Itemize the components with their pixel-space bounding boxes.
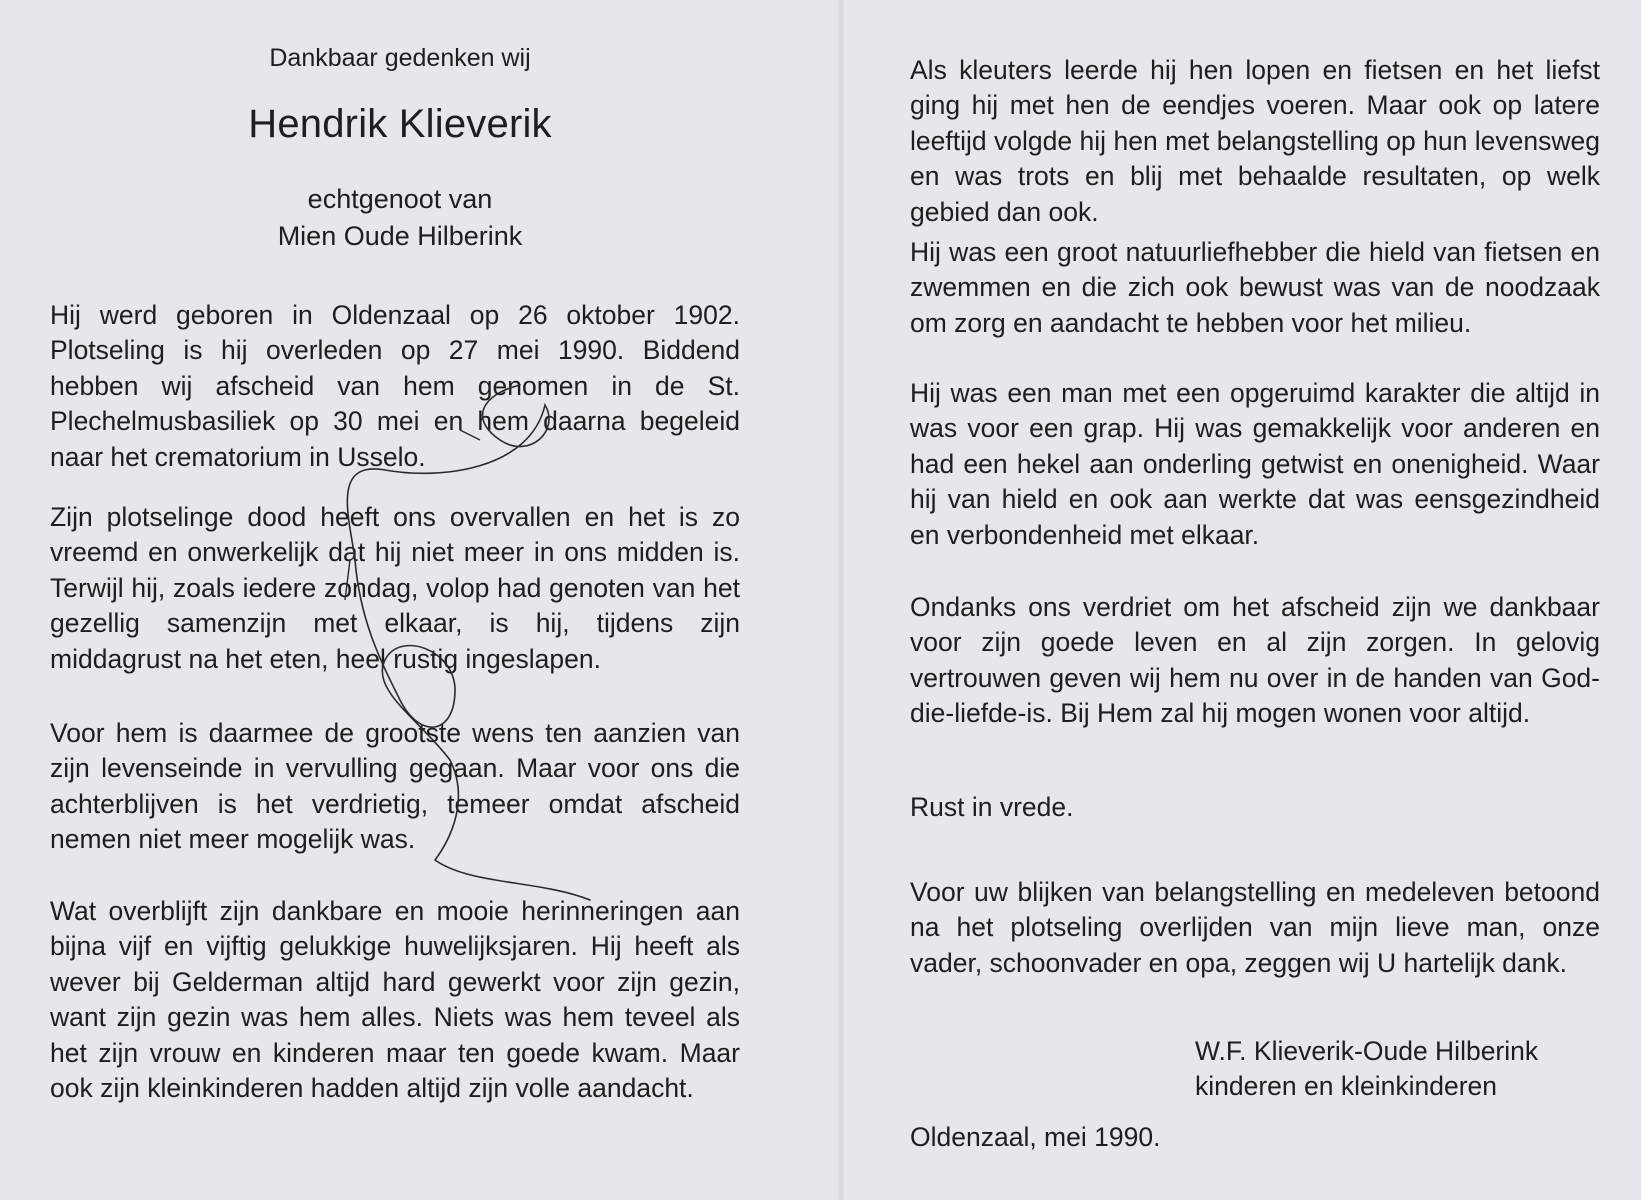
right-paragraph-thanks: Voor uw blijken van belangstelling en medeleven betoond na het plotseling overlijden van mijn lieve man, onze vader, schoonvader en opa, zeggen wij U hartelijk dank. bbox=[910, 877, 1600, 978]
deceased-name: Hendrik Klieverik bbox=[248, 102, 552, 146]
center-fold bbox=[838, 0, 844, 1200]
left-paragraph-sudden-death: Zijn plotselinge dood heeft ons overvallen en het is zo vreemd en onwerkelijk dat hij niet meer in ons midden is. Terwijl hij, zoals iedere zondag, volop had genoten van het gezellig samenzijn met elkaar, is hij, tijdens zijn middagrust na het eten, heel rustig ingeslapen. bbox=[50, 502, 740, 674]
right-paragraph-nature: Hij was een groot natuurliefhebber die hield van fietsen en zwemmen en die zich ook bewust was van de noodzaak om zorg en aandacht te hebben voor het milieu. bbox=[910, 237, 1600, 338]
intro-line: Dankbaar gedenken wij bbox=[269, 44, 531, 72]
left-paragraph-birth-death: Hij werd geboren in Oldenzaal op 26 oktober 1902. Plotseling is hij overleden op 27 mei 1990. Biddend hebben wij afscheid van hem genomen in de St. Plechelmusbasiliek op 30 mei en hem daarna begeleid naar het crematorium in Usselo. bbox=[50, 300, 740, 472]
spouse-name: Mien Oude Hilberink bbox=[277, 221, 523, 251]
spouse-label: echtgenoot van bbox=[307, 184, 493, 214]
left-paragraph-wish: Voor hem is daarmee de grootste wens ten aanzien van zijn levenseinde in vervulling gegaan. Maar voor ons die achterblijven is het verdrietig, temeer omdat afscheid nemen niet meer mogelijk was. bbox=[50, 718, 740, 855]
right-paragraph-character: Hij was een man met een opgeruimd karakter die altijd in was voor een grap. Hij was gemakkelijk voor anderen en had een hekel aan onderling getwist en onenigheid. Waar hij van hield en ook aan werkte dat was eensgezindheid en verbondenheid met elkaar. bbox=[910, 378, 1600, 550]
right-paragraph-grandchildren: Als kleuters leerde hij hen lopen en fietsen en het liefst ging hij met hen de eendjes voeren. Maar ook op latere leeftijd volgde hij hen met belangstelling op hun levensweg en was trots en blij met behaalde resultaten, op welk gebied dan ook. bbox=[910, 55, 1600, 227]
signature-widow: W.F. Klieverik-Oude Hilberink bbox=[1195, 1036, 1539, 1066]
left-paragraph-memories: Wat overblijft zijn dankbare en mooie herinneringen aan bijna vijf en vijftig gelukkige huwelijksjaren. Hij heeft als wever bij Gelderman altijd hard gewerkt voor zijn gezin, want zijn gezin was hem alles. Niets was hem teveel als het zijn vrouw en kinderen maar ten goede kwam. Maar ook zijn kleinkinderen hadden altijd zijn volle aandacht. bbox=[50, 896, 740, 1104]
rest-in-peace: Rust in vrede. bbox=[910, 792, 1074, 822]
place-date: Oldenzaal, mei 1990. bbox=[910, 1122, 1161, 1152]
right-paragraph-faith: Ondanks ons verdriet om het afscheid zijn we dankbaar voor zijn goede leven en al zijn zorgen. In gelovig vertrouwen geven wij hem nu over in de handen van God-die-liefde-is. Bij Hem zal hij mogen wonen voor altijd. bbox=[910, 592, 1600, 729]
signature-family: kinderen en kleinkinderen bbox=[1195, 1071, 1498, 1101]
